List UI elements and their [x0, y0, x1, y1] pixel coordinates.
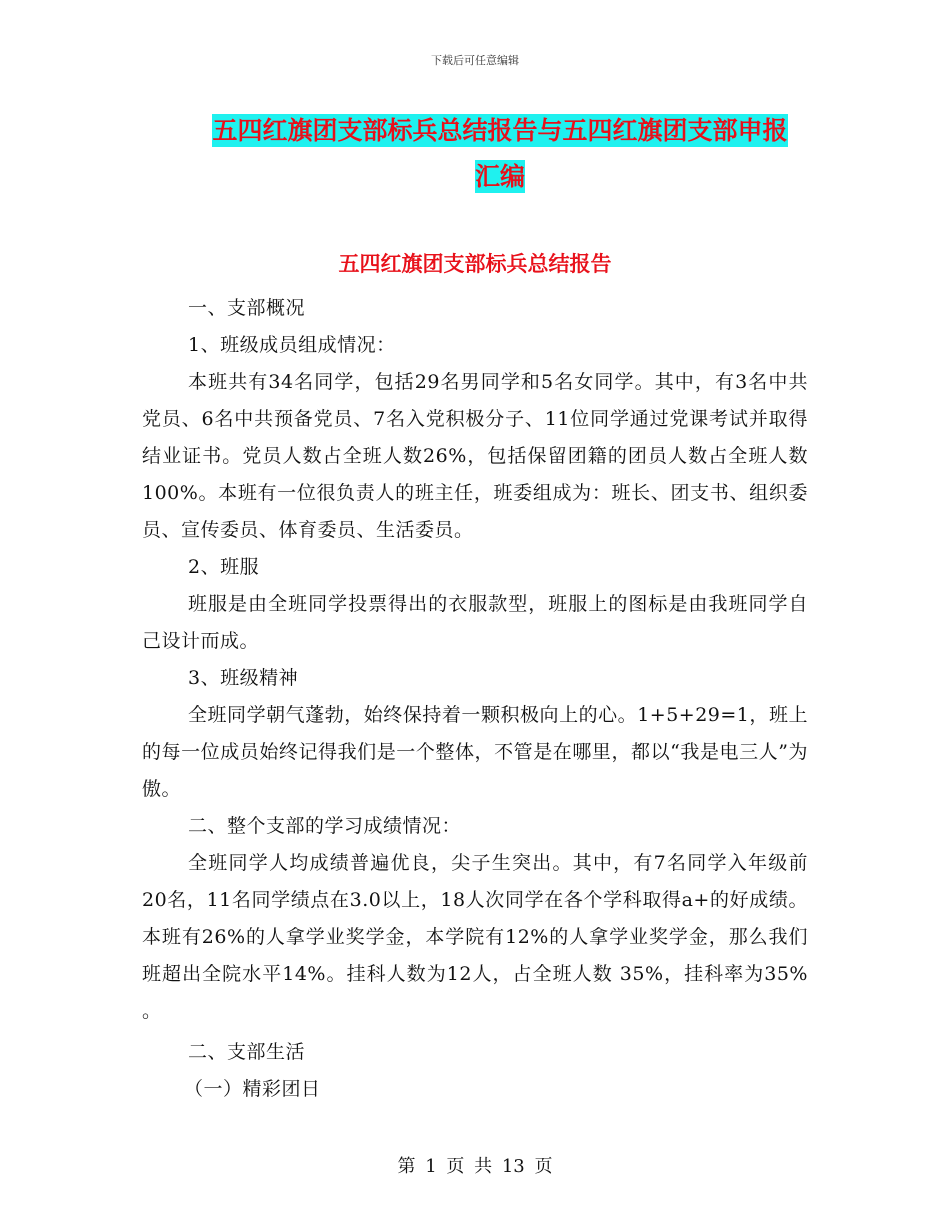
paragraph-class-members: 本班共有34名同学，包括29名男同学和5名女同学。其中，有3名中共党员、6名中共预备党员、7名入党积极分子、11位同学通过党课考试并取得结业证书。党员人数占全班人数26%，包括保留团籍的团员人数占全班人数100%。本班有一位很负责人的班主任，班委组成为：班长、团支书、组织委员、宣传委员、体育委员、生活委员。	[142, 371, 808, 541]
subheading-class-members: 1、班级成员组成情况：	[188, 334, 396, 356]
heading-branch-overview: 一、支部概况	[188, 297, 306, 319]
document-title-line-2: 汇编	[474, 162, 525, 191]
subheading-league-day: （一）精彩团日	[184, 1078, 321, 1100]
heading-study-results: 二、整个支部的学习成绩情况：	[188, 815, 462, 837]
section-title: 五四红旗团支部标兵总结报告	[338, 251, 612, 276]
subheading-class-uniform: 2、班服	[188, 556, 260, 578]
document-body	[142, 290, 808, 1108]
paragraph-class-uniform: 班服是由全班同学投票得出的衣服款型，班服上的图标是由我班同学自己设计而成。	[142, 593, 808, 652]
header-note: 下载后可任意编辑	[431, 54, 519, 67]
document-title	[150, 108, 850, 200]
heading-branch-life: 二、支部生活	[188, 1041, 306, 1063]
document-title-line-1: 五四红旗团支部标兵总结报告与五四红旗团支部申报	[212, 116, 788, 145]
page-footer: 第 1 页 共 13 页	[397, 1156, 553, 1177]
paragraph-class-spirit: 全班同学朝气蓬勃，始终保持着一颗积极向上的心。1+5+29=1，班上的每一位成员始终记得我们是一个整体，不管是在哪里，都以“我是电三人”为傲。	[142, 704, 808, 800]
subheading-class-spirit: 3、班级精神	[188, 667, 299, 689]
paragraph-study-results: 全班同学人均成绩普遍优良，尖子生突出。其中，有7名同学入年级前20名，11名同学绩点在3.0以上，18人次同学在各个学科取得a+的好成绩。本班有26%的人拿学业奖学金，本学院有12%的人拿学业奖学金，那么我们班超出全院水平14%。挂科人数为12人，占全班人数 35%，挂科率为35% 。	[142, 852, 808, 1022]
